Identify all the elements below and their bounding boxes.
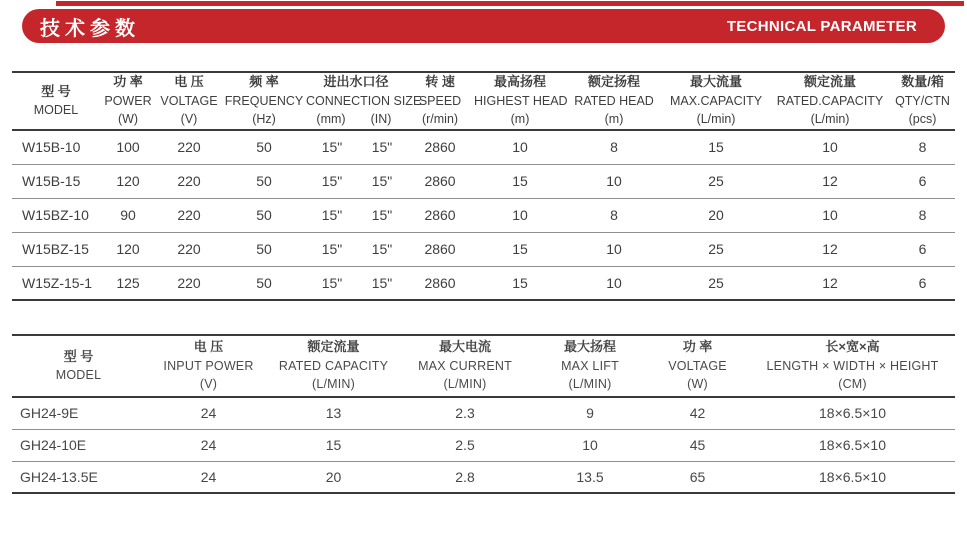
- top-red-rule: [56, 1, 964, 6]
- header-unit: (L/MIN): [568, 377, 612, 392]
- header-zh: 长×宽×高: [825, 339, 880, 355]
- cell: 2.8: [455, 468, 475, 485]
- cell-model: W15B-10: [22, 139, 81, 156]
- cell: 15": [321, 139, 343, 156]
- header-en: HIGHEST HEAD: [474, 94, 568, 109]
- col-header-voltage: [645, 335, 750, 397]
- col-header-highest-head: [474, 72, 566, 130]
- cell: 2860: [424, 173, 456, 189]
- header-zh: 型 号: [63, 348, 94, 364]
- header-unit: (m): [510, 112, 530, 127]
- cell: 50: [256, 173, 272, 189]
- header-en: MAX CURRENT: [418, 359, 512, 374]
- cell: 10: [822, 139, 838, 156]
- header-en: MAX LIFT: [561, 359, 619, 374]
- header-zh: 转 速: [425, 74, 455, 90]
- unit-mm: (mm): [316, 112, 346, 127]
- header-unit: (L/MIN): [311, 377, 356, 392]
- cell: 15": [321, 274, 343, 291]
- cell: 220: [177, 274, 201, 291]
- col-header-model: [12, 335, 145, 397]
- cell: 15": [321, 207, 343, 223]
- cell: 2860: [424, 139, 456, 156]
- cell: 45: [689, 437, 706, 453]
- header-zh: 最大流量: [690, 74, 743, 90]
- header-unit: (CM): [838, 377, 867, 392]
- cell: 13.5: [576, 468, 604, 485]
- cell: 100: [116, 139, 140, 156]
- cell: 15": [321, 241, 343, 257]
- table-row: [12, 232, 955, 266]
- cell: 15": [371, 207, 393, 223]
- col-header-voltage: [156, 72, 222, 130]
- cell: 10: [606, 274, 622, 291]
- cell: 15: [512, 241, 528, 257]
- cell: 20: [708, 207, 724, 223]
- cell: 50: [256, 274, 272, 291]
- cell: 2860: [424, 241, 456, 257]
- pump-spec-table: [12, 71, 955, 301]
- cell: 2.3: [455, 405, 475, 422]
- col-header-max-capacity: [662, 72, 770, 130]
- col-header-frequency: [222, 72, 306, 130]
- cell: 15": [371, 139, 393, 156]
- gh24-spec-table-section: [12, 334, 955, 494]
- cell: 15: [512, 173, 528, 189]
- header-zh: 最高扬程: [494, 74, 547, 90]
- header-zh: 额定扬程: [588, 74, 641, 90]
- header-zh: 电 压: [174, 74, 204, 90]
- col-header-input-power: [145, 335, 272, 397]
- table-row: [12, 397, 955, 429]
- header-zh: 功 率: [682, 339, 713, 355]
- table-header-row: [12, 335, 955, 397]
- cell: 8: [610, 139, 618, 156]
- cell: 10: [822, 207, 838, 223]
- col-header-power: [100, 72, 156, 130]
- header-zh: 额定流量: [307, 339, 360, 355]
- cell: 15: [512, 274, 528, 291]
- cell: 8: [610, 207, 618, 223]
- header-en: RATED.CAPACITY: [776, 94, 884, 109]
- cell: 15": [321, 173, 343, 189]
- header-unit: (L/MIN): [443, 377, 487, 392]
- col-header-rated-capacity: [272, 335, 395, 397]
- cell: 25: [708, 274, 724, 291]
- header-en: POWER: [104, 94, 152, 109]
- cell: 15": [371, 274, 393, 291]
- cell: 15": [371, 241, 393, 257]
- table-row: [12, 429, 955, 461]
- header-en: VOLTAGE: [668, 359, 727, 374]
- cell-model: W15BZ-10: [22, 207, 89, 223]
- cell: 24: [200, 405, 217, 422]
- header-unit: (pcs): [908, 112, 937, 127]
- cell: 12: [822, 241, 838, 257]
- header-zh: 型 号: [41, 83, 71, 99]
- header-unit: (W): [117, 112, 139, 127]
- page-title-chinese: 技术参数: [40, 17, 140, 40]
- header-en: MODEL: [33, 103, 79, 118]
- cell: 42: [689, 405, 706, 422]
- table-row: [12, 198, 955, 232]
- col-header-max-lift: [535, 335, 645, 397]
- cell: 220: [177, 139, 201, 156]
- col-header-rated-capacity: [770, 72, 890, 130]
- cell: 220: [177, 241, 201, 257]
- table-row: [12, 164, 955, 198]
- header-zh: 频 率: [249, 74, 279, 90]
- cell: 18×6.5×10: [819, 405, 886, 422]
- col-header-connection-size: [306, 72, 422, 130]
- cell: 125: [116, 274, 140, 291]
- cell-model: GH24-10E: [20, 437, 87, 453]
- header-en: RATED CAPACITY: [278, 359, 389, 374]
- cell: 20: [325, 468, 342, 485]
- cell: 2860: [424, 274, 456, 291]
- cell: 10: [606, 241, 622, 257]
- cell: 8: [918, 139, 927, 156]
- header-unit: (Hz): [252, 112, 276, 127]
- cell: 12: [822, 173, 838, 189]
- cell: 10: [512, 207, 528, 223]
- header-en: INPUT POWER: [163, 359, 254, 374]
- table-header-row: [12, 72, 955, 130]
- cell: 25: [708, 241, 724, 257]
- cell: 13: [325, 405, 342, 422]
- header-unit: (V): [180, 112, 198, 127]
- cell-model: W15B-15: [22, 173, 81, 189]
- header-en: CONNECTION SIZE: [306, 94, 422, 109]
- cell: 120: [116, 173, 140, 189]
- header-en: FREQUENCY: [224, 94, 304, 109]
- header-zh: 最大电流: [438, 339, 491, 355]
- col-header-rated-head: [566, 72, 662, 130]
- cell: 50: [256, 207, 272, 223]
- cell: 50: [256, 139, 272, 156]
- col-header-qty-ctn: [890, 72, 955, 130]
- cell: 6: [918, 241, 927, 257]
- cell: 2860: [424, 207, 456, 223]
- header-unit: (m): [604, 112, 624, 127]
- header-unit: (r/min): [421, 112, 459, 127]
- pump-spec-table-section: [12, 71, 955, 301]
- header-en: SPEED: [418, 94, 462, 109]
- cell: 220: [177, 207, 201, 223]
- cell: 8: [918, 207, 927, 223]
- cell: 10: [582, 437, 598, 453]
- cell: 18×6.5×10: [819, 468, 886, 485]
- cell: 65: [689, 468, 706, 485]
- col-header-max-current: [395, 335, 535, 397]
- title-bar: [22, 9, 945, 43]
- cell: 2.5: [455, 437, 475, 453]
- cell: 15": [371, 173, 393, 189]
- cell-model: GH24-13.5E: [20, 468, 98, 485]
- header-en: LENGTH × WIDTH × HEIGHT: [766, 359, 939, 374]
- cell-model: GH24-9E: [20, 405, 79, 422]
- header-en: RATED HEAD: [574, 94, 654, 109]
- gh24-spec-table: [12, 334, 955, 494]
- header-zh: 数量/箱: [901, 74, 944, 90]
- table-row: [12, 130, 955, 164]
- header-zh: 电 压: [193, 339, 224, 355]
- cell: 9: [586, 405, 594, 422]
- header-zh: 额定流量: [804, 74, 857, 90]
- header-unit: (W): [687, 377, 708, 392]
- unit-in: (IN): [370, 112, 392, 127]
- header-zh: 最大扬程: [563, 339, 616, 355]
- header-unit: (L/min): [810, 112, 850, 127]
- header-zh: 功 率: [113, 74, 143, 90]
- cell: 25: [708, 173, 724, 189]
- cell: 18×6.5×10: [819, 437, 886, 453]
- header-en: VOLTAGE: [160, 94, 218, 109]
- cell-model: W15Z-15-1: [22, 274, 93, 291]
- header-zh: 进出水口径: [323, 74, 389, 90]
- col-header-dimensions: [750, 335, 955, 397]
- cell: 15: [325, 437, 342, 453]
- header-unit: (L/min): [696, 112, 736, 127]
- cell: 120: [116, 241, 140, 257]
- cell: 220: [177, 173, 201, 189]
- cell: 90: [120, 207, 136, 223]
- cell: 24: [200, 437, 217, 453]
- cell: 24: [200, 468, 217, 485]
- table-row: [12, 461, 955, 493]
- cell: 50: [256, 241, 272, 257]
- cell: 6: [918, 274, 927, 291]
- header-en: QTY/CTN: [895, 94, 950, 109]
- header-en: MAX.CAPACITY: [669, 94, 763, 109]
- page-title-english: TECHNICAL PARAMETER: [726, 17, 917, 35]
- cell-model: W15BZ-15: [22, 241, 89, 257]
- header-unit: [306, 110, 406, 128]
- cell: 6: [918, 173, 927, 189]
- cell: 12: [822, 274, 838, 291]
- col-header-model: [12, 72, 100, 130]
- cell: 10: [606, 173, 622, 189]
- header-en: MODEL: [55, 368, 102, 383]
- cell: 15: [708, 139, 724, 156]
- cell: 10: [512, 139, 528, 156]
- header-unit: (V): [199, 377, 218, 392]
- table-row: [12, 266, 955, 300]
